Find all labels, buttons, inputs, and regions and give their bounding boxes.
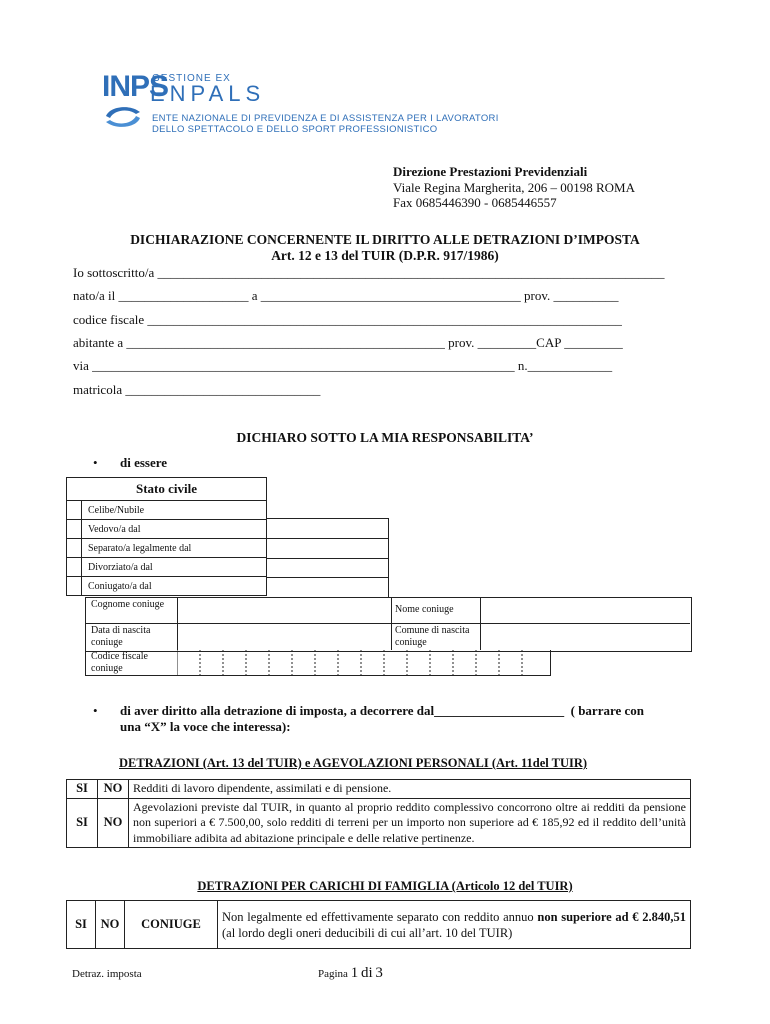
nome-coniuge-label: Nome coniuge [395,604,454,615]
field-matricola[interactable]: matricola ______________________________ [73,382,321,397]
detrazioni-table [66,779,691,848]
row-label: Vedovo/a dal [82,520,267,539]
di-essere-label: di essere [120,455,168,470]
logo-enpals: ENPALS [150,81,266,106]
checkbox-coniugato[interactable] [67,577,82,596]
section2-title-text: DETRAZIONI PER CARICHI DI FAMIGLIA (Articolo 12 del TUIR) [197,879,573,893]
inps-logo-text: INPS [102,70,169,103]
text-part: (al lordo degli oneri deducibili di cui all’art. 10 del TUIR) [222,925,513,940]
diritto-line-1[interactable]: di aver diritto alla detrazione di imposta, a decorrere dal____________________ ( barrare con [120,703,645,718]
cognome-coniuge-input[interactable] [178,598,390,622]
text-part: Non legalmente ed effettivamente separato con reddito annuo [222,909,538,924]
divider [266,558,388,559]
bullet-icon: • [93,455,98,470]
table-row [67,558,267,577]
coniuge-label: CONIUGE [125,901,218,949]
checkbox-celibe[interactable] [67,501,82,520]
si-checkbox[interactable]: SI [67,798,98,848]
page-current: 1 [350,965,359,981]
table-row [67,577,267,596]
section1-title: DETRAZIONI (Art. 13 del TUIR) e AGEVOLAZIONI PERSONALI (Art. 11del TUIR) [119,756,588,770]
coniuge-text [218,901,691,949]
bullet-icon: • [93,703,98,718]
si-checkbox[interactable]: SI [67,780,98,799]
page-number [318,965,383,982]
field-via[interactable]: via _________________________________________________________________ n._____________ [73,358,613,373]
divider [266,538,388,539]
stato-civile-table [66,477,267,596]
no-checkbox[interactable]: NO [98,780,129,799]
inps-swoosh-icon [100,102,146,132]
no-checkbox[interactable]: NO [98,798,129,848]
logo-subtitle-2: DELLO SPETTACOLO E DELLO SPORT PROFESSIONISTICO [152,124,438,135]
dichiaro-heading: DICHIARO SOTTO LA MIA RESPONSABILITA’ [236,430,534,445]
stato-civile-header: Stato civile [67,478,267,501]
field-codice-fiscale[interactable]: codice fiscale _________________________________________________________________________ [73,312,622,327]
carichi-table [66,900,691,949]
text-bold: non superiore [537,909,612,924]
row-agevolazioni: Agevolazioni previste dal TUIR, in quanto al proprio reddito complessivo concorrono oltre ai redditi da pensione non superiori a € 7.500,00, solo redditi di terreni per un importo non superiore ad € 185,92 ed il reddito dell’unità immobiliare adibita ad abitazione principale e delle relative pertinenze. [129,798,691,848]
comune-coniuge-label: Comune di nascita coniuge [395,625,470,648]
address-street: Viale Regina Margherita, 206 – 00198 ROMA [393,180,635,195]
field-abitante[interactable]: abitante a _________________________________________________ prov. _________CAP _________ [73,335,623,350]
page-di: di [360,965,373,981]
document-title: DICHIARAZIONE CONCERNENTE IL DIRITTO ALLE DETRAZIONI D’IMPOSTA [130,232,640,247]
pagina-label: Pagina [318,968,348,980]
nascita-coniuge-label: Data di nascita coniuge [91,625,151,648]
no-checkbox[interactable]: NO [96,901,125,949]
table-row [67,780,691,799]
diritto-line-2: una “X” la voce che interessa): [120,719,291,734]
row-label: Celibe/Nubile [82,501,267,520]
footer-left: Detraz. imposta [72,968,142,980]
cognome-coniuge-label: Cognome coniuge [91,599,165,610]
divider [85,623,690,624]
checkbox-vedovo[interactable] [67,520,82,539]
text-bold: ad € 2.840,51 [615,909,686,924]
cf-coniuge-label: Codice fiscale coniuge [91,651,148,674]
address-fax: Fax 0685446390 - 0685446557 [393,195,557,210]
checkbox-separato[interactable] [67,539,82,558]
document-subtitle: Art. 12 e 13 del TUIR (D.P.R. 917/1986) [271,248,499,263]
checkbox-divorziato[interactable] [67,558,82,577]
logo-subtitle-1: ENTE NAZIONALE DI PREVIDENZA E DI ASSISTENZA PER I LAVORATORI [152,113,499,124]
row-label: Divorziato/a dal [82,558,267,577]
table-row [67,501,267,520]
cf-coniuge-boxes[interactable] [177,650,550,675]
row-redditi: Redditi di lavoro dipendente, assimilati e di pensione. [129,780,691,799]
table-row [67,520,267,539]
field-sottoscritto[interactable]: Io sottoscritto/a ______________________________________________________________________________ [73,265,665,280]
si-checkbox[interactable]: SI [67,901,96,949]
field-nato[interactable]: nato/a il ____________________ a ________________________________________ prov. __________ [73,288,619,303]
address-dept: Direzione Prestazioni Previdenziali [393,164,588,179]
row-label: Coniugato/a dal [82,577,267,596]
nome-coniuge-input[interactable] [481,598,689,622]
divider [266,577,388,578]
row-label: Separato/a legalmente dal [82,539,267,558]
divider [391,597,392,650]
logo-gestione: GESTIONE EX [152,73,231,84]
page-total: 3 [375,965,383,981]
section2-title [0,879,770,894]
table-row [67,798,691,848]
table-row [67,539,267,558]
table-row [67,901,691,949]
